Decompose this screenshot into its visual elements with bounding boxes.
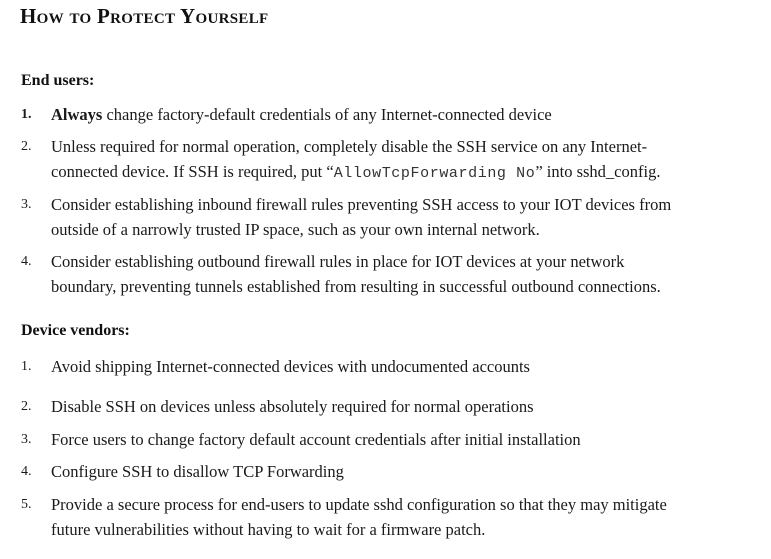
list-item-text <box>51 249 751 299</box>
list-item-text <box>51 102 751 127</box>
emphasis-text: Always <box>51 105 103 124</box>
list-item-text: Disable SSH on devices unless absolutely required for normal operations <box>51 397 534 416</box>
list-item-text: Avoid shipping Internet-connected devices with undocumented accounts <box>51 357 530 376</box>
list-number: 2. <box>21 399 32 414</box>
list-item-text: Force users to change factory default account credentials after initial installation <box>51 430 581 449</box>
end-users-heading: End users: <box>21 72 95 89</box>
list-item-line: outside of a narrowly trusted IP space, such as your own internal network. <box>51 220 540 239</box>
list-number: 1. <box>21 107 32 122</box>
list-item-text <box>51 192 751 242</box>
list-item-line: Unless required for normal operation, completely disable the SSH service on any Internet- <box>51 137 648 156</box>
line-suffix: ” into sshd_config. <box>535 162 661 181</box>
list-item-text: Configure SSH to disallow TCP Forwarding <box>51 462 344 481</box>
code-snippet: AllowTcpForwarding No <box>333 165 536 182</box>
list-item-line: Consider establishing outbound firewall rules in place for IOT devices at your network <box>51 252 625 271</box>
list-number: 4. <box>21 254 32 269</box>
list-number: 3. <box>21 432 32 447</box>
list-number: 4. <box>21 464 32 479</box>
page-title: How to Protect Yourself <box>20 4 269 28</box>
list-item-line: future vulnerabilities without having to wait for a firmware patch. <box>51 520 486 539</box>
list-item-body: change factory-default credentials of any Internet-connected device <box>102 105 552 124</box>
list-item-line: boundary, preventing tunnels established from resulting in successful outbound connections. <box>51 277 661 296</box>
list-number: 5. <box>21 497 32 512</box>
list-number: 1. <box>21 359 32 374</box>
list-item-line <box>51 159 751 186</box>
line-prefix: connected device. If SSH is required, put “ <box>51 162 334 181</box>
device-vendors-heading: Device vendors: <box>21 322 130 339</box>
list-item-line: Consider establishing inbound firewall rules preventing SSH access to your IOT devices from <box>51 195 672 214</box>
list-item-text <box>51 134 751 186</box>
list-item-line: Provide a secure process for end-users to update sshd configuration so that they may mitigate <box>51 495 667 514</box>
list-number: 2. <box>21 139 32 154</box>
list-item-text <box>51 492 751 542</box>
list-number: 3. <box>21 197 32 212</box>
